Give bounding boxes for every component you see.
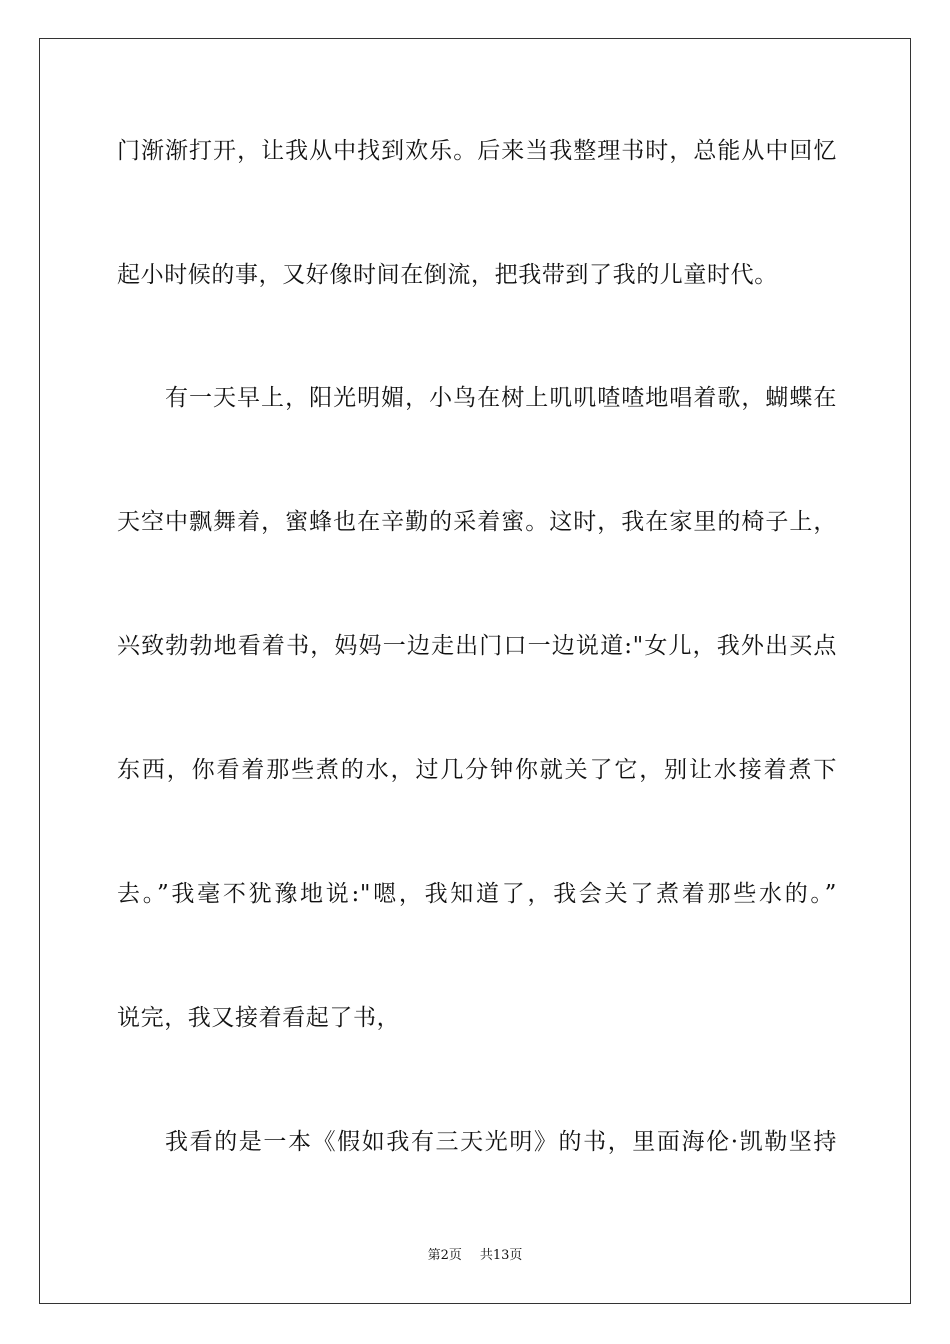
text-line-2: 起小时候的事，又好像时间在倒流，把我带到了我的儿童时代。 (117, 262, 778, 288)
text-line-4: 天空中飘舞着，蜜蜂也在辛勤的采着蜜。这时，我在家里的椅子上， (117, 509, 837, 535)
text-line-6: 东西，你看着那些煮的水，过几分钟你就关了它，别让水接着煮下 (117, 757, 837, 783)
text-line-7: 去。”我毫不犹豫地说:"嗯，我知道了，我会关了煮着那些水的。” (117, 881, 837, 907)
page-border (39, 38, 911, 1304)
page-footer (0, 1247, 950, 1265)
page-number: 第2页 (427, 1248, 462, 1263)
text-line-5: 兴致勃勃地看着书，妈妈一边走出门口一边说道:"女儿，我外出买点 (117, 633, 837, 659)
page-total: 共13页 (479, 1248, 523, 1263)
text-line-9: 我看的是一本《假如我有三天光明》的书，里面海伦·凯勒坚持 (165, 1129, 837, 1155)
text-line-3: 有一天早上，阳光明媚，小鸟在树上叽叽喳喳地唱着歌，蝴蝶在 (165, 385, 837, 411)
text-line-1: 门渐渐打开，让我从中找到欢乐。后来当我整理书时，总能从中回忆 (117, 138, 837, 164)
text-line-8: 说完，我又接着看起了书， (117, 1005, 401, 1031)
